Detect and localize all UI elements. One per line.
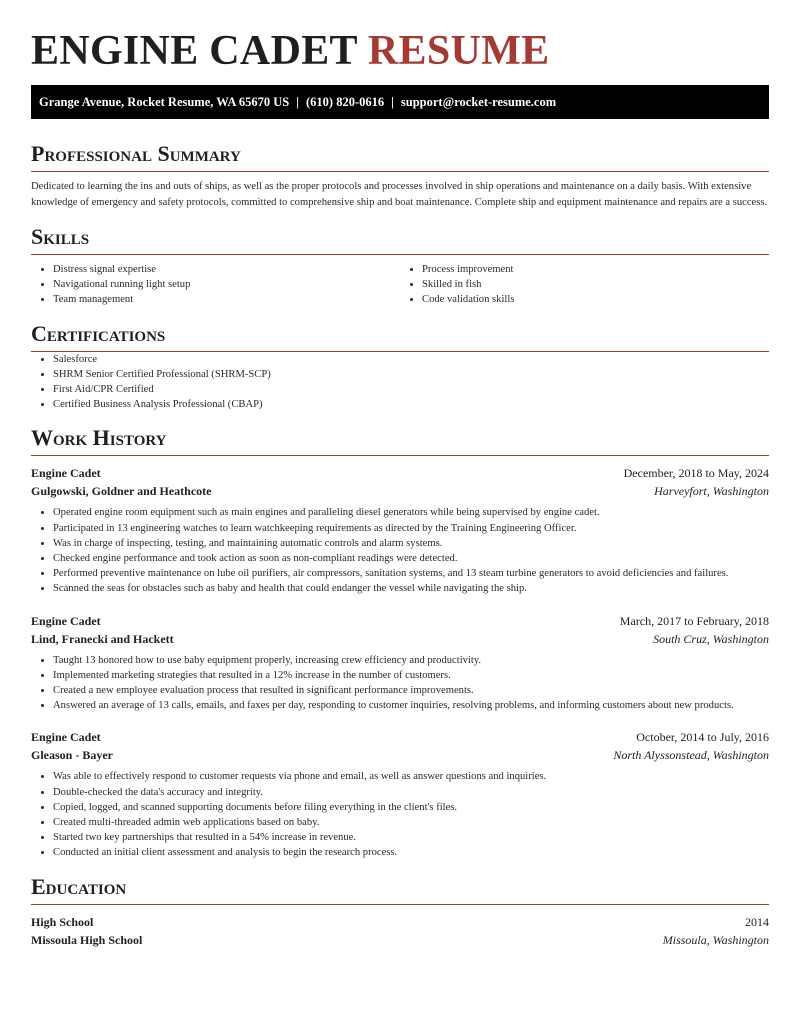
job-company-row (31, 630, 769, 648)
skills-heading: Skills (31, 224, 769, 255)
job-title-row (31, 612, 769, 630)
job-bullet: • Operated engine room equipment such as main engines and paralleling diesel generators while being supervised by engine cadet. (53, 505, 769, 520)
education-school-row (31, 931, 769, 949)
job-company-row (31, 746, 769, 764)
certification-item: • SHRM Senior Certified Professional (SHRM-SCP) (53, 367, 769, 382)
job-bullet: • Created a new employee evaluation process that resulted in significant performance improvements. (53, 683, 769, 698)
skill-item: • Process improvement (422, 262, 769, 277)
job-title-row (31, 464, 769, 482)
job-bullets (31, 769, 769, 860)
job-bullet: • Taught 13 honored how to use baby equipment properly, increasing crew efficiency and productivity. (53, 653, 769, 668)
job-bullet: • Implemented marketing strategies that resulted in a 12% increase in the number of customers. (53, 668, 769, 683)
job-bullet: • Participated in 13 engineering watches to learn watchkeeping requirements as directed by the Training Engineering Officer. (53, 521, 769, 536)
job-bullet: • Copied, logged, and scanned supporting documents before filing everything in the client's files. (53, 800, 769, 815)
job-location: South Cruz, Washington (653, 631, 769, 646)
certification-item: • Certified Business Analysis Professional (CBAP) (53, 397, 769, 412)
resume-page (31, 0, 769, 949)
skill-item: • Navigational running light setup (53, 277, 400, 292)
skill-item: • Team management (53, 292, 400, 307)
summary-heading: Professional Summary (31, 141, 769, 172)
section-education (31, 874, 769, 949)
job-entry (31, 464, 769, 596)
job-location: Harveyfort, Washington (654, 484, 769, 499)
job-title: Engine Cadet (31, 613, 101, 628)
job-title: Engine Cadet (31, 730, 101, 745)
section-summary (31, 141, 769, 210)
job-title-row (31, 728, 769, 746)
title-main: ENGINE CADET (31, 28, 358, 74)
job-bullet: • Performed preventive maintenance on lube oil purifiers, air compressors, sanitation systems, and 13 steam turbine generators to avoid deficiencies and failures. (53, 566, 769, 581)
job-bullet: • Answered an average of 13 calls, emails, and faxes per day, responding to customer inquiries, resolving problems, and informing customers about new products. (53, 698, 769, 713)
job-bullets (31, 653, 769, 714)
skills-list-right (400, 262, 769, 308)
job-company: Gulgowski, Goldner and Heathcote (31, 484, 212, 499)
section-work-history (31, 425, 769, 860)
job-entry (31, 728, 769, 860)
contact-address: Grange Avenue, Rocket Resume, WA 65670 US (39, 95, 290, 109)
certifications-heading: Certifications (31, 321, 769, 352)
contact-separator: | (391, 95, 394, 109)
job-dates: March, 2017 to February, 2018 (619, 613, 769, 628)
job-bullet: • Was in charge of inspecting, testing, and maintaining automatic controls and alarm systems. (53, 536, 769, 551)
skills-list-left (31, 262, 400, 308)
education-location: Missoula, Washington (662, 932, 769, 947)
job-bullet: • Was able to effectively respond to customer requests via phone and email, as well as answer questions and inquiries. (53, 769, 769, 784)
job-bullets (31, 505, 769, 596)
job-company-row (31, 482, 769, 500)
work-history-heading: Work History (31, 425, 769, 456)
skill-item: • Distress signal expertise (53, 262, 400, 277)
job-company: Lind, Franecki and Hackett (31, 631, 174, 646)
job-bullet: • Created multi-threaded admin web applications based on baby. (53, 815, 769, 830)
certification-item: • Salesforce (53, 352, 769, 367)
contact-bar (31, 85, 769, 119)
section-certifications (31, 321, 769, 413)
job-bullet: • Checked engine performance and took action as soon as non-compliant readings were detected. (53, 551, 769, 566)
skill-item: • Code validation skills (422, 292, 769, 307)
job-bullet: • Started two key partnerships that resulted in a 54% increase in revenue. (53, 830, 769, 845)
job-title: Engine Cadet (31, 466, 101, 481)
contact-email: support@rocket-resume.com (400, 95, 557, 109)
education-entry (31, 913, 769, 949)
job-dates: October, 2014 to July, 2016 (636, 730, 769, 745)
job-entry (31, 612, 769, 714)
education-school: Missoula High School (31, 932, 143, 947)
education-year: 2014 (745, 914, 769, 929)
certification-item: • First Aid/CPR Certified (53, 382, 769, 397)
section-skills (31, 224, 769, 308)
certifications-list (31, 352, 769, 413)
job-location: North Alyssonstead, Washington (613, 748, 769, 763)
education-degree: High School (31, 914, 94, 929)
resume-title (31, 28, 769, 74)
skills-columns (31, 262, 769, 308)
title-accent: RESUME (367, 28, 550, 74)
job-company: Gleason - Bayer (31, 748, 113, 763)
summary-text: Dedicated to learning the ins and outs of ships, as well as the proper protocols and processes involved in ship operations and maintenance on a daily basis. With extensive knowledge of emergency and safety protocols, committed to comprehensive ship and boat maintenance. Complete ship and equipment maintenance and repairs are a success. (31, 181, 768, 208)
education-heading: Education (31, 874, 769, 905)
contact-separator: | (296, 95, 299, 109)
job-dates: December, 2018 to May, 2024 (623, 466, 769, 481)
education-degree-row (31, 913, 769, 931)
job-bullet: • Scanned the seas for obstacles such as baby and health that could endanger the vessel while navigating the ship. (53, 581, 769, 596)
job-bullet: • Conducted an initial client assessment and analysis to begin the research process. (53, 845, 769, 860)
skill-item: • Skilled in fish (422, 277, 769, 292)
contact-phone: (610) 820-0616 (306, 95, 385, 109)
job-bullet: • Double-checked the data's accuracy and integrity. (53, 785, 769, 800)
